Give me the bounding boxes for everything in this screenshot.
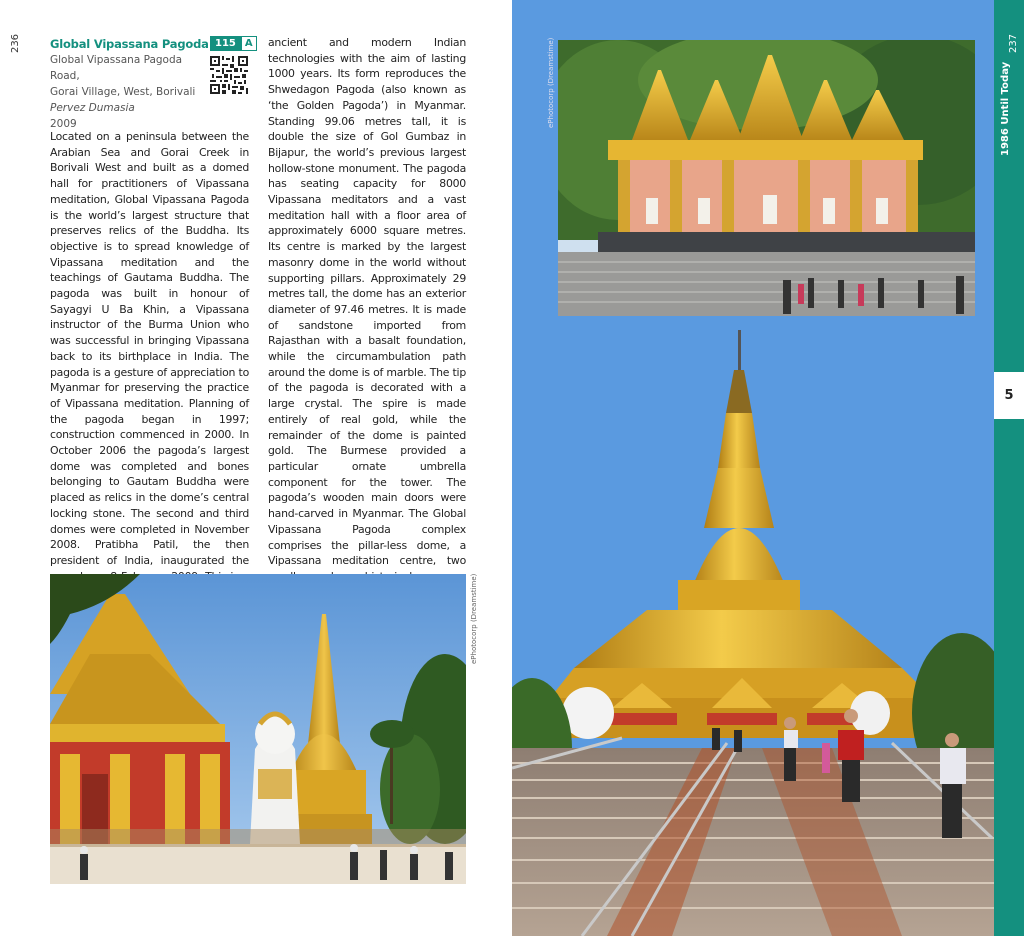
entry-title: Global Vipassana Pagoda [50,37,209,51]
entry-badge [210,36,257,51]
photo-pagoda-gate-lion [50,574,466,884]
qr-code-icon[interactable] [210,56,248,94]
badge-letter: A [241,36,257,51]
address-line-1: Global Vipassana Pagoda Road, [50,54,183,82]
entry-meta [50,52,200,132]
body-text-column-2: ancient and modern Indian technologies with the aim of lasting 1000 years. Its form reproduces the Shwedagon Pagoda (also known as ‘the Golden Pagoda’) in Myanmar. Standing 99.06 metres tall, it is double the size of Gol Gumbaz in Bijapur, the world’s previous largest hollow-stone monument. The pagoda has seating capacity for 8000 Vipassana meditators and a vast meditation hall with a floor area of approximately 6000 square metres. Its centre is marked by the largest masonry dome in the world without supporting pillars. Approximately 29 metres tall, the dome has an exterior diameter of 97.46 metres. It is made of sandstone imported from Rajasthan with a basalt foundation, while the circumambulation path around the dome is of marble. The tip of the pagoda is decorated with a large crystal. The spire is made entirely of real gold, while the remainder of the dome is painted gold. The Burmese provided a particular ornate umbrella component for the tower. The pagoda’s wooden main doors were hand-carved in Myanmar. The Global Vipassana Pagoda complex comprises the pillar-less dome, a Vipassana meditation centre, two [268,36,466,568]
page-number-right: 237 [1008,33,1020,54]
photo-golden-gate [558,40,975,316]
completion-year: 2009 [50,118,77,130]
architect-name: Pervez Dumasia [50,102,135,114]
photo-main-golden-pagoda [512,318,994,936]
photo-credit-left: ePhotocorp (Dreamstime) [470,573,478,664]
photo-credit-top: ePhotocorp (Dreamstime) [547,37,555,128]
chapter-tab[interactable]: 5 [994,372,1024,419]
body-text-column-1: Located on a peninsula between the Arabian Sea and Gorai Creek in Borivali West and built as a domed hall for practitioners of Vipassana meditation, Global Vipassana Pagoda is the world’s largest structure that preserves relics of the Buddha. Its objective is to spread knowledge of Vipassana meditation and the teachings of Gautama Buddha. The pagoda was built in honour of Sayagyi U Ba Khin, a Vipassana instructor of the Burma Union who was successful in bringing Vipassana back to its birthplace in India. The pagoda is a gesture of appreciation to Myanmar for preserving the practice of Vipassana meditation. Planning of the pagoda began in 1997; construction commenced in 2000. In October 2006 the pagoda’s largest dome was completed and bones belonging to Gautam Buddha were placed as relics in the dome’s central locking stone. The second and third domes were completed in November 2008. Pratibha Patil, the then president of India, inaugurated the [50,130,249,567]
section-label: 1986 Until Today [1000,61,1011,156]
badge-number: 115 [210,36,241,51]
chapter-sidebar [994,0,1024,936]
address-line-2: Gorai Village, West, Borivali [50,86,196,98]
page-number-left: 236 [10,33,22,54]
